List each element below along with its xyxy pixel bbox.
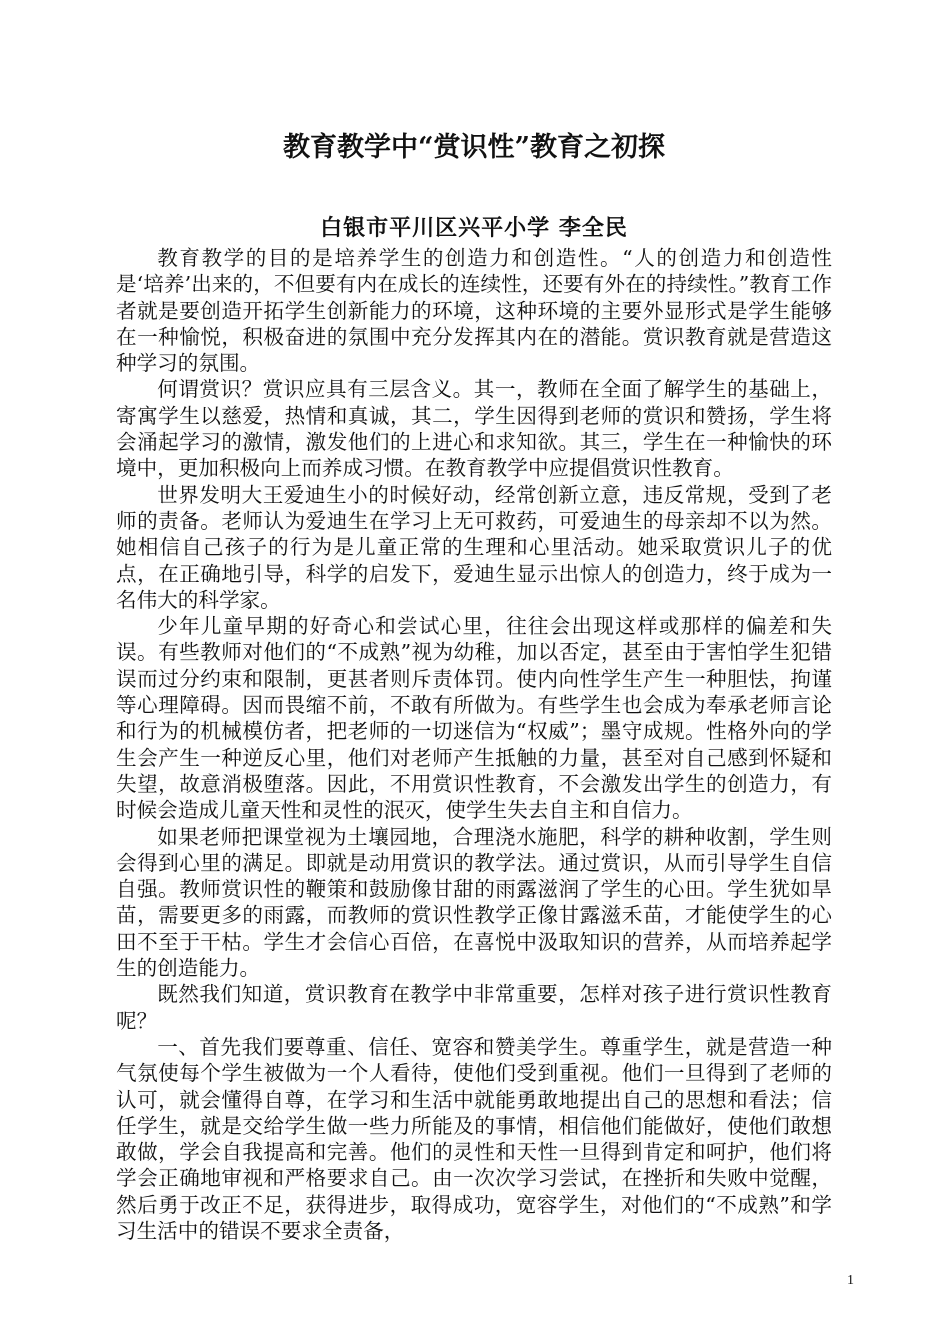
document-author: 白银市平川区兴平小学 李全民 (320, 215, 628, 241)
document-body (116, 245, 832, 1244)
paragraph: 何谓赏识？赏识应具有三层含义。其一，教师在全面了解学生的基础上，寄寓学生以慈爱，热情和真诚，其二，学生因得到老师的赏识和赞扬，学生将会涌起学习的激情，激发他们的上进心和求知欲。其三，学生在一种愉快的环境中，更加积极向上而养成习惯。在教育教学中应提倡赏识性教育。 (116, 377, 832, 481)
paragraph: 世界发明大王爱迪生小的时候好动，经常创新立意，违反常规，受到了老师的责备。老师认为爱迪生在学习上无可救药，可爱迪生的母亲却不以为然。她相信自己孩子的行为是儿童正常的生理和心里活动。她采取赏识儿子的优点，在正确地引导，科学的启发下，爱迪生显示出惊人的创造力，终于成为一名伟大的科学家。 (116, 482, 832, 612)
paragraph: 一、首先我们要尊重、信任、宽容和赞美学生。尊重学生，就是营造一种气氛使每个学生被做为一个人看待，使他们受到重视。他们一旦得到了老师的认可，就会懂得自尊，在学习和生活中就能勇敢地提出自己的思想和看法；信任学生，就是交给学生做一些力所能及的事情，相信他们能做好，使他们敢想敢做，学会自我提高和完善。他们的灵性和天性一旦得到肯定和呵护，他们将学会正确地审视和严格要求自己。由一次次学习尝试，在挫折和失败中觉醒，然后勇于改正不足，获得进步，取得成功，宽容学生，对他们的“不成熟”和学习生活中的错误不要求全责备， (116, 1034, 832, 1243)
paragraph: 既然我们知道，赏识教育在教学中非常重要，怎样对孩子进行赏识性教育呢？ (116, 982, 832, 1033)
paragraph: 少年儿童早期的好奇心和尝试心里，往往会出现这样或那样的偏差和失误。有些教师对他们的“不成熟”视为幼稚，加以否定，甚至由于害怕学生犯错误而过分约束和限制，更甚者则斥责体罚。使内向性学生产生一种胆怯，拘谨等心理障碍。因而畏缩不前，不敢有所做为。有些学生也会成为奉承老师言论和行为的机械模仿者，把老师的一切迷信为“权威”；墨守成规。性格外向的学生会产生一种逆反心里，他们对老师产生抵触的力量，甚至对自己感到怀疑和失望，故意消极堕落。因此，不用赏识性教育，不会激发出学生的创造力，有时候会造成儿童天性和灵性的泯灭，使学生失去自主和自信力。 (116, 614, 832, 823)
page-number: 1 (847, 1273, 854, 1288)
document-title: 教育教学中“赏识性”教育之初探 (282, 132, 666, 163)
paragraph: 如果老师把课堂视为土壤园地，合理浇水施肥，科学的耕种收割，学生则会得到心里的满足。即就是动用赏识的教学法。通过赏识，从而引导学生自信自强。教师赏识性的鞭策和鼓励像甘甜的雨露滋润了学生的心田。学生犹如旱苗，需要更多的雨露，而教师的赏识性教学正像甘露滋禾苗，才能使学生的心田不至于干枯。学生才会信心百倍，在喜悦中汲取知识的营养，从而培养起学生的创造能力。 (116, 824, 832, 981)
paragraph: 教育教学的目的是培养学生的创造力和创造性。“人的创造力和创造性是‘培养’出来的，不但要有内在成长的连续性，还要有外在的持续性。”教育工作者就是要创造开拓学生创新能力的环境，这种环境的主要外显形式是学生能够在一种愉悦，积极奋进的氛围中充分发挥其内在的潜能。赏识教育就是营造这种学习的氛围。 (116, 246, 832, 376)
